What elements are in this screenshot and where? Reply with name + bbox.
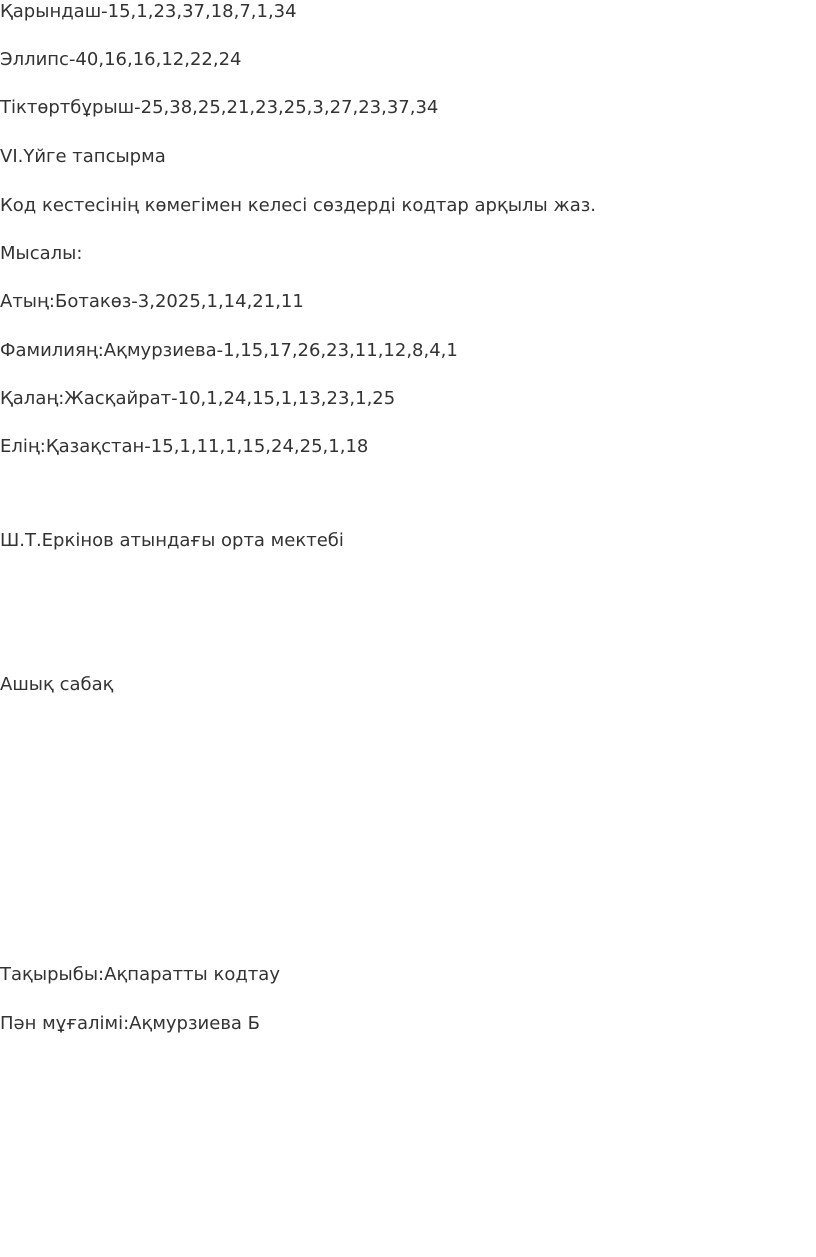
example-city-line: Қалаң:Жасқайрат-10,1,24,15,1,13,23,1,25 — [0, 388, 396, 409]
text-line-pencil-code: Қарындаш-15,1,23,37,18,7,1,34 — [0, 1, 297, 22]
open-lesson-label: Ашық сабақ — [0, 674, 114, 695]
example-name-line: Атың:Ботакөз-3,2025,1,14,21,11 — [0, 291, 304, 312]
homework-instruction: Код кестесінің көмегімен келесі сөздерді кодтар арқылы жаз. — [0, 195, 597, 216]
text-line-rectangle-code: Тіктөртбұрыш-25,38,25,21,23,25,3,27,23,37,34 — [0, 97, 439, 118]
teacher-name: Пән мұғалімі:Ақмурзиева Б — [0, 1013, 261, 1034]
example-surname-line: Фамилияң:Ақмурзиева-1,15,17,26,23,11,12,8,4,1 — [0, 340, 458, 361]
school-name: Ш.Т.Еркінов атындағы орта мектебі — [0, 530, 344, 551]
example-label: Мысалы: — [0, 243, 83, 264]
example-country-line: Елің:Қазақстан-15,1,11,1,15,24,25,1,18 — [0, 436, 369, 457]
text-line-ellipse-code: Эллипс-40,16,16,12,22,24 — [0, 49, 242, 70]
lesson-topic: Тақырыбы:Ақпаратты кодтау — [0, 964, 280, 985]
homework-heading: VI.Үйге тапсырма — [0, 146, 166, 167]
